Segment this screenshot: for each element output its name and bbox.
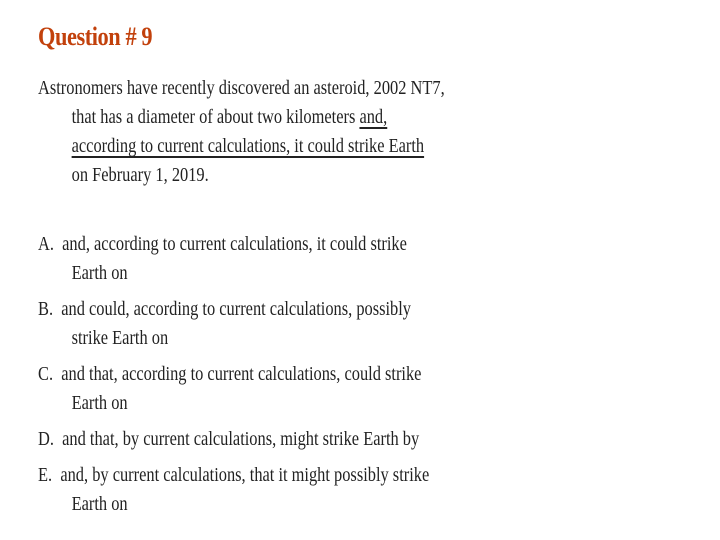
choice-b[interactable]	[38, 295, 429, 353]
underlined-text-start: and,	[359, 106, 388, 128]
question-title: Question # 9	[38, 22, 153, 51]
choice-d[interactable]	[38, 425, 429, 454]
question-line-2-plain: that has a diameter of about two kilometers	[71, 106, 360, 128]
choice-letter: C.	[38, 363, 54, 385]
choice-text: and, according to current calculations, it could strike	[62, 233, 407, 255]
choice-text: and that, according to current calculations, could strike	[61, 363, 422, 385]
choice-a[interactable]	[38, 230, 429, 288]
question-line-2	[38, 103, 445, 132]
answer-choices	[38, 230, 429, 526]
choice-text: and that, by current calculations, might strike Earth by	[62, 428, 420, 450]
choice-letter: A.	[38, 233, 54, 255]
choice-letter: D.	[38, 428, 54, 450]
choice-text-continued: Earth on	[71, 262, 128, 284]
question-line-1: Astronomers have recently discovered an asteroid, 2002 NT7,	[38, 77, 445, 99]
choice-text: and could, according to current calculations, possibly	[61, 298, 412, 320]
choice-text-continued: Earth on	[71, 493, 128, 515]
choice-letter: B.	[38, 298, 54, 320]
question-line-3	[38, 132, 445, 161]
choice-letter: E.	[38, 464, 53, 486]
question-line-4: on February 1, 2019.	[71, 164, 209, 186]
choice-e[interactable]	[38, 461, 429, 519]
choice-text: and, by current calculations, that it might possibly strike	[60, 464, 430, 486]
choice-text-continued: strike Earth on	[71, 327, 169, 349]
question-stem	[38, 74, 445, 190]
choice-text-continued: Earth on	[71, 392, 128, 414]
choice-c[interactable]	[38, 360, 429, 418]
underlined-text-end: according to current calculations, it could strike Earth	[71, 135, 425, 157]
